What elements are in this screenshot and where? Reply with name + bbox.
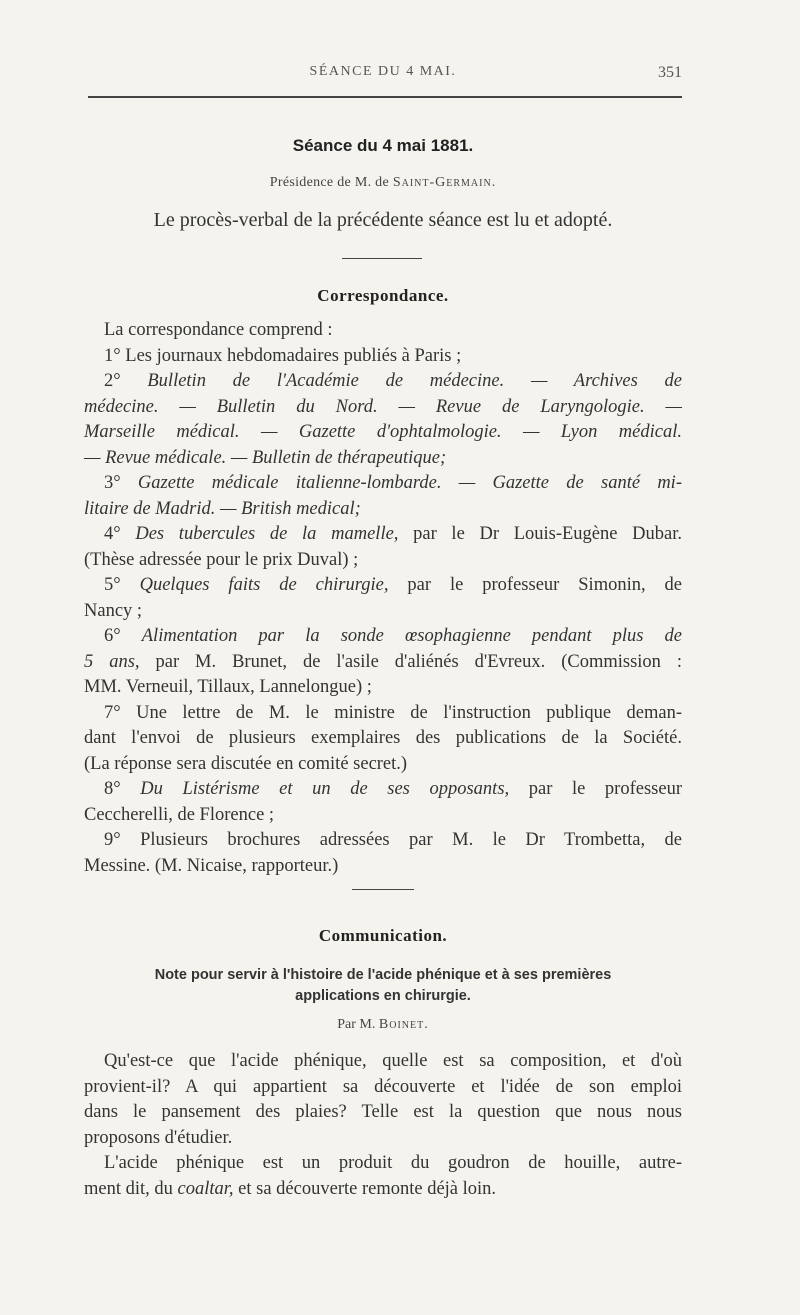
list-item-4-line-2: (Thèse adressée pour le prix Duval) ;: [84, 549, 359, 570]
note-title-line-1: Note pour servir à l'histoire de l'acide phénique et à ses premières: [154, 967, 612, 983]
list-item-7-line-2: dant l'envoi de plusieurs exemplaires des publications de la Société.: [84, 728, 682, 748]
list-item-4-line-1: 4° Des tubercules de la mamelle, par le Dr Louis-Eugène Dubar.: [104, 524, 682, 544]
list-item-9-line-1: 9° Plusieurs brochures adressées par M. le Dr Trombetta, de: [104, 830, 682, 850]
president-name: Saint-Germain.: [392, 175, 497, 190]
list-item-7-line-1: 7° Une lettre de M. le ministre de l'instruction publique deman-: [104, 702, 682, 723]
correspondance-intro: La correspondance comprend :: [104, 320, 333, 340]
byline: Par M. Boinet.: [337, 1017, 429, 1032]
list-item-5-line-2: Nancy ;: [84, 600, 143, 621]
paragraph-1-line-3: dans le pansement des plaies? Telle est la question que nous nous: [84, 1102, 682, 1122]
list-item-2-line-3: Marseille médical. — Gazette d'ophtalmologie. — Lyon médical.: [84, 422, 682, 442]
list-item-5-line-1: 5° Quelques faits de chirurgie, par le professeur Simonin, de: [104, 575, 683, 595]
correspondance-heading: Correspondance.: [317, 286, 449, 305]
list-item-8-line-1: 8° Du Listérisme et un de ses opposants, par le professeur: [104, 779, 682, 799]
seance-title: Séance du 4 mai 1881.: [292, 136, 474, 155]
header-rule: [88, 96, 682, 98]
list-item-2-line-1: 2° Bulletin de l'Académie de médecine. — Archives de: [104, 371, 682, 391]
list-item-6-line-1: 6° Alimentation par la sonde œsophagienne pendant plus de: [104, 626, 682, 646]
communication-heading: Communication.: [318, 926, 448, 945]
list-item-7-line-3: (La réponse sera discutée en comité secret.): [84, 753, 408, 774]
proces-verbal: Le procès-verbal de la précédente séance est lu et adopté.: [153, 209, 613, 231]
note-title: [84, 965, 682, 1007]
running-head: [84, 64, 682, 88]
correspondance-list: [84, 318, 682, 879]
list-item-8-line-2: Ceccherelli, de Florence ;: [84, 804, 275, 825]
paragraph-1-line-1: Qu'est-ce que l'acide phénique, quelle est sa composition, et d'où: [104, 1051, 682, 1071]
list-item-2-line-2: médecine. — Bulletin du Nord. — Revue de Laryngologie. —: [84, 396, 682, 417]
paragraph-1-line-4: proposons d'étudier.: [84, 1127, 233, 1148]
section-divider: [352, 889, 414, 890]
list-item-9-line-2: Messine. (M. Nicaise, rapporteur.): [84, 855, 339, 876]
paragraph-2-line-1: L'acide phénique est un produit du goudron de houille, autre-: [104, 1153, 682, 1173]
list-item-1: 1° Les journaux hebdomadaires publiés à Paris ;: [104, 345, 462, 366]
presidence-line: [84, 175, 682, 191]
list-item-3-line-2: litaire de Madrid. — British medical;: [84, 498, 361, 519]
paragraph-1-line-2: provient-il? A qui appartient sa découverte et l'idée de son emploi: [84, 1076, 682, 1097]
section-divider: [342, 258, 422, 259]
paragraph-2-line-2: ment dit, du coaltar, et sa découverte remonte déjà loin.: [84, 1178, 497, 1199]
author-name: Boinet.: [378, 1017, 429, 1032]
presidence-prefix: Présidence de M. de: [269, 175, 393, 190]
running-head-title: SÉANCE DU 4 MAI.: [309, 64, 457, 79]
list-item-2-line-4: — Revue médicale. — Bulletin de thérapeutique;: [84, 447, 447, 468]
list-item-6-line-2: 5 ans, par M. Brunet, de l'asile d'aliénés d'Evreux. (Commission :: [84, 651, 683, 672]
page-number: 351: [658, 64, 682, 81]
list-item-6-line-3: MM. Verneuil, Tillaux, Lannelongue) ;: [84, 677, 372, 697]
communication-body: [84, 1049, 682, 1202]
list-item-3-line-1: 3° Gazette médicale italienne-lombarde. — Gazette de santé mi-: [104, 473, 682, 493]
note-title-line-2: applications en chirurgie.: [295, 988, 471, 1004]
